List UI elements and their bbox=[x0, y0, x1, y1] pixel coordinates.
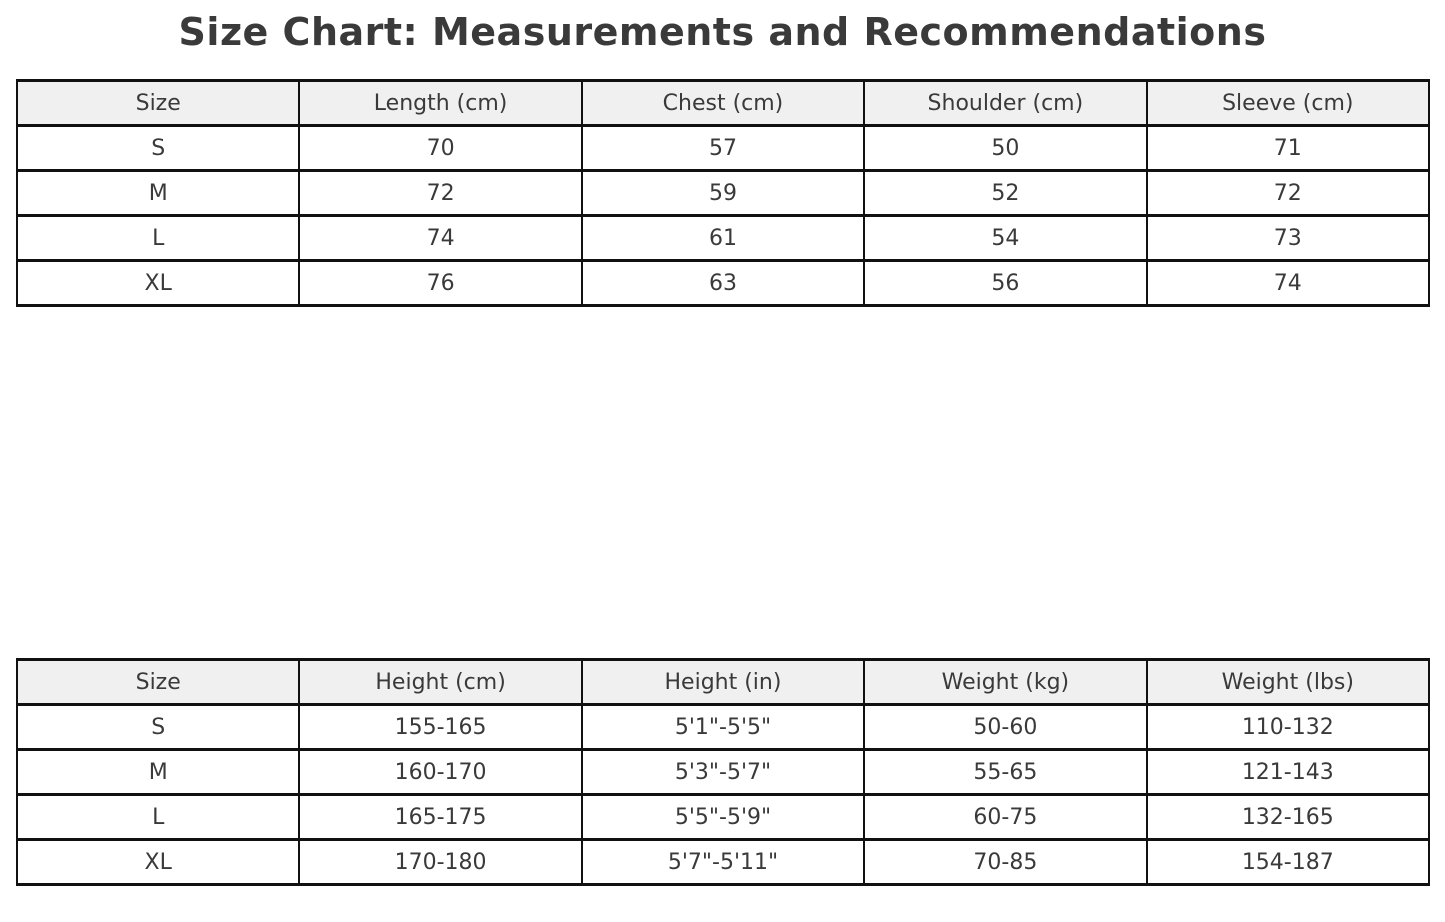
table-cell: 55-65 bbox=[864, 750, 1146, 795]
header-cell-sleeve: Sleeve (cm) bbox=[1147, 81, 1429, 126]
table-cell: M bbox=[17, 750, 299, 795]
table-cell: 76 bbox=[299, 261, 581, 306]
table-cell: 57 bbox=[582, 126, 864, 171]
table-cell: 5'5"-5'9" bbox=[582, 795, 864, 840]
table-cell: 160-170 bbox=[299, 750, 581, 795]
table-row-m bbox=[17, 750, 1429, 795]
table-row-l bbox=[17, 216, 1429, 261]
table-cell: 155-165 bbox=[299, 705, 581, 750]
table-cell: 70 bbox=[299, 126, 581, 171]
header-cell-height-in: Height (in) bbox=[582, 660, 864, 705]
header-cell-shoulder: Shoulder (cm) bbox=[864, 81, 1146, 126]
table-cell: 63 bbox=[582, 261, 864, 306]
table-cell: 72 bbox=[299, 171, 581, 216]
table-cell: M bbox=[17, 171, 299, 216]
table-cell: 5'7"-5'11" bbox=[582, 840, 864, 885]
table-cell: 73 bbox=[1147, 216, 1429, 261]
table-cell: 74 bbox=[299, 216, 581, 261]
header-cell-weight-lbs: Weight (lbs) bbox=[1147, 660, 1429, 705]
table-cell: 60-75 bbox=[864, 795, 1146, 840]
header-cell-length: Length (cm) bbox=[299, 81, 581, 126]
table-cell: 52 bbox=[864, 171, 1146, 216]
table-cell: 54 bbox=[864, 216, 1146, 261]
table-row-s bbox=[17, 705, 1429, 750]
table-cell: 170-180 bbox=[299, 840, 581, 885]
table-cell: 56 bbox=[864, 261, 1146, 306]
header-cell-size: Size bbox=[17, 81, 299, 126]
table-cell: 5'1"-5'5" bbox=[582, 705, 864, 750]
table-cell: L bbox=[17, 216, 299, 261]
table-row-s bbox=[17, 126, 1429, 171]
table-cell: 70-85 bbox=[864, 840, 1146, 885]
table-cell: 74 bbox=[1147, 261, 1429, 306]
table-cell: XL bbox=[17, 840, 299, 885]
table-cell: S bbox=[17, 705, 299, 750]
measurements-header-row bbox=[17, 81, 1429, 126]
table-cell: 5'3"-5'7" bbox=[582, 750, 864, 795]
table-cell: 132-165 bbox=[1147, 795, 1429, 840]
measurements-table bbox=[16, 79, 1430, 307]
table-cell: XL bbox=[17, 261, 299, 306]
table-cell: S bbox=[17, 126, 299, 171]
recommendations-table bbox=[16, 658, 1430, 886]
table-cell: 71 bbox=[1147, 126, 1429, 171]
table-row-xl bbox=[17, 840, 1429, 885]
table-cell: 154-187 bbox=[1147, 840, 1429, 885]
table-cell: 121-143 bbox=[1147, 750, 1429, 795]
table-cell: 50-60 bbox=[864, 705, 1146, 750]
table-cell: 50 bbox=[864, 126, 1146, 171]
recommendations-header-row bbox=[17, 660, 1429, 705]
table-cell: 165-175 bbox=[299, 795, 581, 840]
header-cell-size: Size bbox=[17, 660, 299, 705]
table-cell: 110-132 bbox=[1147, 705, 1429, 750]
table-row-xl bbox=[17, 261, 1429, 306]
table-cell: L bbox=[17, 795, 299, 840]
page-title: Size Chart: Measurements and Recommendations bbox=[178, 10, 1267, 54]
table-cell: 61 bbox=[582, 216, 864, 261]
header-cell-height-cm: Height (cm) bbox=[299, 660, 581, 705]
table-cell: 72 bbox=[1147, 171, 1429, 216]
header-cell-chest: Chest (cm) bbox=[582, 81, 864, 126]
table-cell: 59 bbox=[582, 171, 864, 216]
table-row-m bbox=[17, 171, 1429, 216]
table-row-l bbox=[17, 795, 1429, 840]
header-cell-weight-kg: Weight (kg) bbox=[864, 660, 1146, 705]
